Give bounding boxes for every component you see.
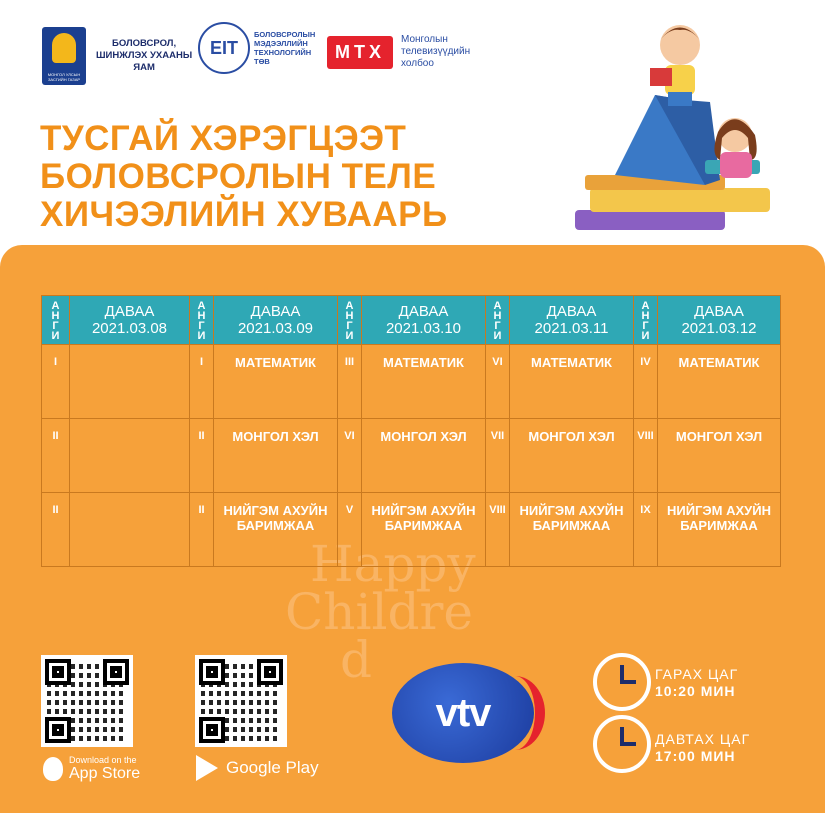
grade-cell: II: [42, 493, 70, 567]
grade-cell: VI: [338, 419, 362, 493]
header-area: [0, 0, 825, 245]
table-row: [42, 345, 781, 419]
table-row: [42, 419, 781, 493]
eit-name: БОЛОВСРОЛЫН МЭДЭЭЛЛИЙН ТЕХНОЛОГИЙН ТӨВ: [254, 30, 316, 66]
grade-cell: III: [338, 345, 362, 419]
subject-cell: НИЙГЭМ АХУЙН БАРИМЖАА: [658, 493, 781, 567]
grade-cell: I: [42, 345, 70, 419]
grade-cell: II: [190, 419, 214, 493]
subject-cell: МАТЕМАТИК: [510, 345, 634, 419]
grade-cell: IV: [634, 345, 658, 419]
repeat-time: ДАВТАХ ЦАГ 17:00 МИН: [655, 731, 751, 764]
mtx-name: Монголын телевизүүдийн холбоо: [401, 34, 471, 69]
grade-cell: VIII: [486, 493, 510, 567]
day-header: ДАВАА 2021.03.10: [362, 296, 486, 345]
grade-cell: IX: [634, 493, 658, 567]
air-time: ГАРАХ ЦАГ 10:20 МИН: [655, 666, 739, 699]
mtx-badge: МТХ: [327, 36, 393, 69]
grade-header: АНГИ: [42, 296, 70, 345]
grade-cell: V: [338, 493, 362, 567]
day-header: ДАВАА 2021.03.09: [214, 296, 338, 345]
subject-cell: НИЙГЭМ АХУЙН БАРИМЖАА: [362, 493, 486, 567]
subject-cell: НИЙГЭМ АХУЙН БАРИМЖАА: [214, 493, 338, 567]
schedule-header-row: [42, 296, 781, 345]
vtv-logo: vtv: [392, 663, 534, 763]
subject-cell: [70, 419, 190, 493]
grade-cell: VIII: [634, 419, 658, 493]
subject-cell: МАТЕМАТИК: [658, 345, 781, 419]
apple-icon: [43, 757, 63, 781]
grade-header: АНГИ: [634, 296, 658, 345]
grade-header: АНГИ: [486, 296, 510, 345]
subject-cell: МОНГОЛ ХЭЛ: [658, 419, 781, 493]
grade-cell: VI: [486, 345, 510, 419]
mtx-logo: [327, 34, 470, 70]
table-row: [42, 493, 781, 567]
grade-header: АНГИ: [190, 296, 214, 345]
subject-cell: МОНГОЛ ХЭЛ: [510, 419, 634, 493]
grade-cell: VII: [486, 419, 510, 493]
eit-badge-icon: EIT: [198, 22, 250, 74]
google-play-icon: [196, 755, 218, 781]
clock-icon: [593, 715, 651, 773]
subject-cell: МАТЕМАТИК: [214, 345, 338, 419]
day-header: ДАВАА 2021.03.08: [70, 296, 190, 345]
app-store-qr-code[interactable]: [41, 655, 133, 747]
grade-cell: II: [190, 493, 214, 567]
children-reading-books-illustration: [570, 10, 785, 235]
page-title: ТУСГАЙ ХЭРЭГЦЭЭТ БОЛОВСРОЛЫН ТЕЛЕ ХИЧЭЭЛИЙН ХУВААРЬ: [40, 119, 448, 234]
subject-cell: МОНГОЛ ХЭЛ: [214, 419, 338, 493]
schedule-table: [41, 295, 781, 567]
ministry-logo: [42, 27, 192, 85]
grade-header: АНГИ: [338, 296, 362, 345]
subject-cell: МОНГОЛ ХЭЛ: [362, 419, 486, 493]
subject-cell: НИЙГЭМ АХУЙН БАРИМЖАА: [510, 493, 634, 567]
subject-cell: МАТЕМАТИК: [362, 345, 486, 419]
grade-cell: I: [190, 345, 214, 419]
happy-children-watermark: Happy Childre d: [285, 535, 476, 689]
ministry-name: БОЛОВСРОЛ, ШИНЖЛЭХ УХААНЫ ЯАМ: [96, 38, 193, 73]
google-play-qr-code[interactable]: [195, 655, 287, 747]
google-play-badge[interactable]: Google Play: [196, 755, 319, 781]
subject-cell: [70, 493, 190, 567]
day-header: ДАВАА 2021.03.11: [510, 296, 634, 345]
grade-cell: II: [42, 419, 70, 493]
clock-icon: [593, 653, 651, 711]
day-header: ДАВАА 2021.03.12: [658, 296, 781, 345]
soyombo-emblem-icon: МОНГОЛ УЛСЫН ЗАСГИЙН ГАЗАР: [42, 27, 86, 85]
app-store-badge[interactable]: Download on the App Store: [43, 755, 140, 783]
subject-cell: [70, 345, 190, 419]
eit-logo: [198, 22, 315, 74]
